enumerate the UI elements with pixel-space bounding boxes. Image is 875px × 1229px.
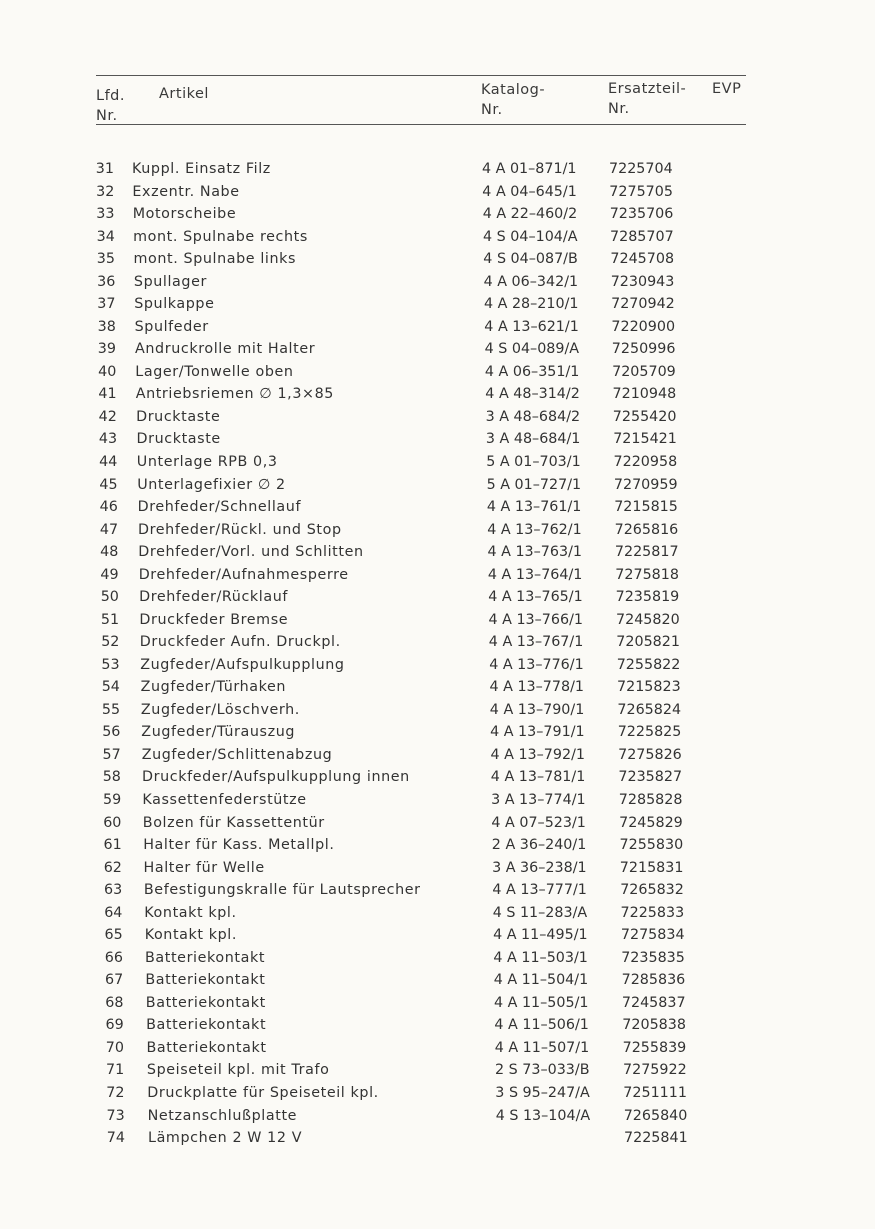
- row-katalog-nr: 3 A 48–684/2: [485, 408, 581, 425]
- row-katalog-nr: 3 A 13–774/1: [491, 792, 586, 808]
- row-number: 59: [102, 792, 122, 808]
- row-number: 40: [98, 363, 117, 380]
- row-ersatzteil-nr: 7270942: [611, 296, 675, 313]
- row-katalog-nr: 4 A 48–314/2: [485, 386, 580, 403]
- row-artikel: Druckplatte für Speiseteil kpl.: [147, 1084, 379, 1101]
- row-artikel: Andruckrolle mit Halter: [135, 341, 316, 358]
- row-katalog-nr: 4 A 04–645/1: [482, 183, 577, 200]
- row-katalog-nr: 4 A 11–506/1: [494, 1017, 589, 1034]
- row-artikel: Lämpchen 2 W 12 V: [148, 1130, 303, 1146]
- row-katalog-nr: 4 A 13–776/1: [489, 656, 584, 673]
- row-artikel: Druckfeder Bremse: [139, 611, 289, 628]
- row-number: 60: [103, 814, 122, 831]
- row-ersatzteil-nr: 7215831: [619, 859, 684, 876]
- row-number: 55: [101, 701, 121, 718]
- row-number: 71: [105, 1062, 125, 1079]
- row-number: 64: [104, 904, 123, 921]
- row-number: 41: [98, 386, 117, 403]
- row-artikel: Spulkappe: [134, 296, 215, 313]
- row-artikel: Drucktaste: [136, 408, 221, 425]
- row-katalog-nr: 4 A 13–778/1: [489, 679, 585, 696]
- row-artikel: Bolzen für Kassettentür: [142, 814, 325, 831]
- row-artikel: Drehfeder/Vorl. und Schlitten: [138, 544, 364, 561]
- row-number: 62: [103, 859, 122, 876]
- row-ersatzteil-nr: 7255839: [622, 1039, 687, 1056]
- row-katalog-nr: 4 S 04–104/A: [483, 228, 578, 245]
- row-artikel: Batteriekontakt: [145, 994, 266, 1011]
- row-number: 65: [104, 927, 123, 944]
- row-ersatzteil-nr: 7245708: [610, 251, 675, 268]
- row-number: 36: [97, 273, 116, 290]
- row-ersatzteil-nr: 7275834: [620, 927, 685, 944]
- row-number: 35: [96, 251, 115, 268]
- row-artikel: Drehfeder/Rücklauf: [139, 589, 289, 606]
- row-number: 42: [98, 408, 117, 425]
- row-artikel: Drucktaste: [136, 431, 221, 448]
- row-number: 52: [101, 634, 120, 651]
- row-artikel: Druckfeder/Aufspulkupplung innen: [142, 769, 410, 786]
- row-ersatzteil-nr: 7235706: [609, 206, 674, 223]
- row-number: 43: [98, 431, 118, 448]
- row-number: 51: [100, 611, 120, 628]
- row-ersatzteil-nr: 7235835: [621, 949, 685, 966]
- row-katalog-nr: 4 S 04–087/B: [483, 251, 578, 268]
- row-katalog-nr: 4 A 11–504/1: [493, 972, 589, 989]
- row-artikel: Batteriekontakt: [146, 1039, 267, 1056]
- row-ersatzteil-nr: 7215421: [613, 431, 677, 448]
- row-katalog-nr: 4 A 13–761/1: [486, 499, 582, 515]
- row-number: 69: [105, 1017, 124, 1034]
- row-number: 32: [96, 183, 115, 200]
- row-artikel: Lager/Tonwelle oben: [135, 363, 294, 380]
- row-artikel: Antriebsriemen ∅ 1,3×85: [135, 386, 334, 403]
- header-bottom-rule: [96, 124, 746, 125]
- row-artikel: Befestigungskralle für Lautsprecher: [143, 882, 421, 899]
- row-number: 73: [106, 1107, 125, 1124]
- row-number: 31: [95, 161, 114, 177]
- row-katalog-nr: 2 A 36–240/1: [491, 837, 587, 853]
- row-ersatzteil-nr: 7235827: [618, 769, 683, 786]
- row-number: 63: [103, 882, 123, 899]
- row-katalog-nr: 4 S 04–089/A: [484, 341, 580, 358]
- row-katalog-nr: 4 A 06–342/1: [483, 273, 579, 290]
- row-ersatzteil-nr: 7285836: [621, 972, 686, 989]
- row-katalog-nr: 4 A 06–351/1: [484, 363, 580, 380]
- row-artikel: Halter für Kass. Metallpl.: [143, 837, 335, 853]
- row-katalog-nr: 4 S 13–104/A: [495, 1107, 591, 1124]
- row-artikel: Batteriekontakt: [145, 972, 266, 989]
- row-number: 54: [101, 679, 120, 696]
- row-katalog-nr: 4 A 13–763/1: [487, 544, 583, 561]
- row-katalog-nr: 4 A 13–791/1: [490, 724, 585, 741]
- row-number: 45: [99, 476, 118, 493]
- row-ersatzteil-nr: 7275922: [623, 1062, 687, 1079]
- row-katalog-nr: 3 A 48–684/1: [485, 431, 581, 448]
- row-ersatzteil-nr: 7225833: [620, 904, 685, 921]
- row-artikel: Kontakt kpl.: [144, 927, 238, 944]
- row-katalog-nr: 5 A 01–727/1: [486, 476, 582, 493]
- row-katalog-nr: 4 A 13–790/1: [489, 701, 585, 718]
- row-ersatzteil-nr: 7265816: [614, 521, 679, 538]
- row-number: 44: [99, 454, 118, 470]
- row-ersatzteil-nr: 7220900: [611, 318, 676, 335]
- row-number: 39: [97, 341, 116, 358]
- header-katalog-nr: Katalog- Nr.: [481, 82, 546, 118]
- row-artikel: Netzanschlußplatte: [147, 1107, 298, 1124]
- header-artikel: Artikel: [159, 86, 209, 102]
- row-ersatzteil-nr: 7205838: [622, 1017, 686, 1034]
- row-katalog-nr: 4 A 13–762/1: [487, 521, 582, 538]
- row-artikel: Kontakt kpl.: [144, 904, 237, 921]
- row-katalog-nr: 4 A 28–210/1: [484, 296, 579, 313]
- row-artikel: Drehfeder/Aufnahmesperre: [138, 566, 349, 583]
- row-katalog-nr: 2 S 73–033/B: [495, 1062, 590, 1079]
- row-artikel: Zugfeder/Löschverh.: [140, 701, 300, 718]
- row-ersatzteil-nr: 7250996: [611, 341, 676, 358]
- row-artikel: Batteriekontakt: [146, 1017, 267, 1034]
- row-artikel: Speiseteil kpl. mit Trafo: [146, 1062, 330, 1079]
- row-artikel: Motorscheibe: [132, 206, 237, 223]
- row-ersatzteil-nr: 7215823: [617, 679, 681, 696]
- row-ersatzteil-nr: 7265824: [617, 701, 682, 718]
- row-number: 48: [100, 544, 119, 561]
- row-katalog-nr: 4 A 13–777/1: [492, 882, 587, 899]
- row-ersatzteil-nr: 7285707: [610, 228, 674, 245]
- row-katalog-nr: 4 A 11–495/1: [493, 927, 588, 944]
- row-katalog-nr: 4 A 01–871/1: [482, 161, 577, 177]
- row-artikel: mont. Spulnabe links: [133, 251, 297, 268]
- row-number: 58: [102, 769, 121, 786]
- row-number: 49: [100, 566, 119, 583]
- row-artikel: Druckfeder Aufn. Druckpl.: [139, 634, 341, 651]
- row-ersatzteil-nr: 7225825: [617, 724, 682, 741]
- row-katalog-nr: 4 A 11–505/1: [494, 994, 589, 1011]
- row-number: 46: [99, 499, 118, 515]
- row-katalog-nr: 4 A 07–523/1: [491, 814, 586, 831]
- row-ersatzteil-nr: 7265832: [620, 882, 684, 899]
- row-artikel: Unterlagefixier ∅ 2: [137, 476, 286, 493]
- row-katalog-nr: 4 A 13–792/1: [490, 746, 586, 763]
- row-ersatzteil-nr: 7255822: [616, 656, 681, 673]
- row-artikel: Drehfeder/Rückl. und Stop: [138, 521, 342, 538]
- header-evp: EVP: [712, 81, 742, 97]
- row-ersatzteil-nr: 7275705: [609, 183, 673, 200]
- row-artikel: Zugfeder/Aufspulkupplung: [140, 656, 345, 673]
- row-katalog-nr: 5 A 01–703/1: [486, 454, 581, 470]
- row-artikel: Zugfeder/Türhaken: [140, 679, 287, 696]
- row-ersatzteil-nr: 7251111: [623, 1084, 687, 1101]
- row-katalog-nr: 4 A 13–764/1: [487, 566, 583, 583]
- row-artikel: Zugfeder/Türauszug: [141, 724, 296, 741]
- row-number: 70: [105, 1039, 124, 1056]
- row-ersatzteil-nr: 7265840: [623, 1107, 688, 1124]
- row-ersatzteil-nr: 7255420: [612, 408, 677, 425]
- row-number: 72: [106, 1084, 125, 1101]
- row-number: 37: [97, 296, 116, 313]
- row-ersatzteil-nr: 7235819: [615, 589, 680, 606]
- row-ersatzteil-nr: 7285828: [618, 792, 683, 808]
- row-number: 34: [96, 228, 115, 245]
- row-artikel: Kassettenfederstütze: [142, 792, 307, 808]
- row-artikel: Kuppl. Einsatz Filz: [132, 161, 271, 177]
- row-number: 56: [102, 724, 121, 741]
- header-ersatzteil-nr: Ersatzteil- Nr.: [608, 81, 687, 117]
- row-katalog-nr: 4 A 11–507/1: [494, 1039, 590, 1056]
- row-ersatzteil-nr: 7275818: [615, 566, 679, 583]
- row-number: 38: [97, 318, 116, 335]
- row-ersatzteil-nr: 7275826: [618, 746, 682, 763]
- row-katalog-nr: 4 A 13–766/1: [488, 611, 584, 628]
- row-ersatzteil-nr: 7245829: [619, 814, 683, 831]
- row-artikel: Unterlage RPB 0,3: [136, 454, 278, 470]
- row-ersatzteil-nr: 7270959: [613, 476, 678, 493]
- row-number: 47: [99, 521, 119, 538]
- row-number: 53: [101, 656, 120, 673]
- row-number: 57: [102, 746, 121, 763]
- row-number: 74: [106, 1130, 125, 1146]
- row-ersatzteil-nr: 7225817: [614, 544, 679, 561]
- row-number: 68: [105, 994, 124, 1011]
- header-top-rule: [96, 75, 746, 76]
- row-ersatzteil-nr: 7220958: [613, 454, 678, 470]
- row-artikel: Halter für Welle: [143, 859, 265, 876]
- row-artikel: Spullager: [133, 273, 207, 290]
- row-ersatzteil-nr: 7225704: [609, 161, 673, 177]
- row-ersatzteil-nr: 7230943: [610, 273, 675, 290]
- row-artikel: Zugfeder/Schlittenabzug: [141, 746, 333, 763]
- row-artikel: Batteriekontakt: [145, 949, 266, 966]
- row-katalog-nr: 4 A 13–781/1: [490, 769, 586, 786]
- row-katalog-nr: 4 S 11–283/A: [492, 904, 588, 921]
- row-katalog-nr: 4 A 13–621/1: [484, 318, 579, 335]
- row-number: 67: [104, 972, 124, 989]
- row-ersatzteil-nr: 7205709: [612, 363, 676, 380]
- row-artikel: Drehfeder/Schnellauf: [137, 499, 302, 515]
- row-katalog-nr: 3 A 36–238/1: [492, 859, 587, 876]
- row-number: 33: [96, 206, 115, 223]
- row-ersatzteil-nr: 7215815: [614, 499, 678, 515]
- row-ersatzteil-nr: 7245820: [616, 611, 680, 628]
- row-number: 66: [104, 949, 123, 966]
- row-ersatzteil-nr: 7255830: [619, 837, 684, 853]
- row-number: 50: [100, 589, 119, 606]
- row-ersatzteil-nr: 7245837: [621, 994, 686, 1011]
- row-number: 61: [103, 837, 122, 853]
- row-artikel: Exzentr. Nabe: [132, 183, 240, 200]
- row-ersatzteil-nr: 7225841: [624, 1130, 688, 1146]
- row-katalog-nr: 4 A 13–765/1: [488, 589, 583, 606]
- row-katalog-nr: 4 A 22–460/2: [482, 206, 578, 223]
- row-ersatzteil-nr: 7210948: [612, 386, 677, 403]
- header-lfd-nr: Lfd. Nr.: [96, 88, 125, 124]
- row-katalog-nr: 3 S 95–247/A: [495, 1084, 590, 1101]
- row-katalog-nr: 4 A 11–503/1: [493, 949, 588, 966]
- row-artikel: mont. Spulnabe rechts: [133, 228, 308, 245]
- row-katalog-nr: 4 A 13–767/1: [488, 634, 584, 651]
- row-artikel: Spulfeder: [134, 318, 209, 335]
- row-ersatzteil-nr: 7205821: [616, 634, 680, 651]
